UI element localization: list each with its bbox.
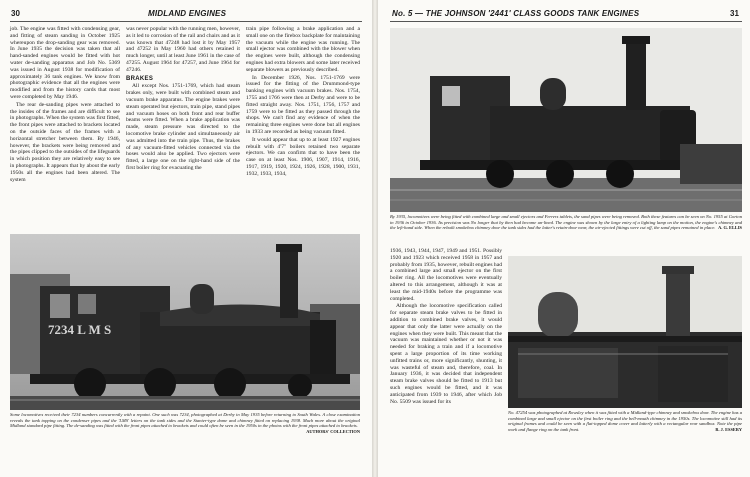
- caption-text: By 1935, locomotives were being fitted with combined large and small ejectors and Ferrers tablets, the sand pipes were being removed. Both these features can be seen on No. 1955 at Gorton in 1936 in October 1936. Its precision was No longer that by then had become un-lined. The engine was shown by the large entry of a lighting lamp on the motion, the engine's chimney and the left-hand side. When the rebuilt smokebox chimney door the tank sides had the latter's retain-door near, the air-ejected fittings were cut off, the sand pipes remained in place.: [390, 214, 742, 231]
- left-header-rule: [10, 21, 362, 22]
- paragraph: In December 1926, Nos. 1751-1769 were issued for the fitting of the Drummond-type banking engines with vacuum brakes. Nos. 1754, 1755 and 1766 were then at Derby and were to be fitted straight away. Nos. 1751, 1756, 1757 and 1759 were to be fitted as they passed through the shops. We can't find any evidence of when the remaining three engines were done but all engines in 1933 are recorded as being vacuum fitted.: [246, 74, 360, 135]
- left-text-column-1: [10, 26, 120, 184]
- right-bottom-photo-caption: [508, 410, 742, 432]
- photo-credit: AUTHORS' COLLECTION: [306, 428, 360, 434]
- cab-number-lettering: 7234 L M S: [48, 322, 112, 337]
- left-page-number: 30: [11, 9, 20, 18]
- paragraph: train pipe following a brake application and a small one on the firebox backplate for maintaining the vacuum while the engine was running. The small ejector was combined with the blower when the engines were built, although the condensing engines had extra blowers and some later received separate blowers as previously described.: [246, 26, 360, 73]
- right-text-column-1: [390, 248, 502, 406]
- caption-text: No. 47254 was photographed at Rowsley when it was fitted with a Midland-type chimney and smokebox door. The engine has a combined large and small ejector on the first boiler ring and the bell-mouth chimney in the 1950s. The locomotive still had its original frames and could be seen with a flat-topped dome cover and latterly with a rectangular rear sandbox. Note the pipe work and flange ring on the tank front.: [508, 410, 743, 432]
- paragraph: It would appear that up to at least 1927 engines rebuilt with 4'7" boilers retained two separate ejectors. We can confirm that to have been the case on at least Nos. 1906, 1907, 1914, 1916, 1917, 1919, 1920, 1924, 1926, 1928, 1900, 1931, 1932, 1933, 1934,: [246, 136, 360, 177]
- photo-credit: A. G. ELLIS: [718, 225, 742, 231]
- photo-credit: R. J. ESSERY: [715, 426, 742, 432]
- locomotive-photo-7234: [10, 234, 360, 410]
- paragraph: All except Nos. 1751-1769, which had steam brakes only, were built with combined steam and vacuum brake apparatus. The engine brakes were steam operated but ejectors, train pipe, stand pipes and vacuum hoses on both front and rear buffer beams were fitted. When a brake application was made, steam pressure was directed to the locomotive brake cylinder and simultaneously air was admitted into the train pipe. Thus, the brakes of any vacuum-fitted vehicles connected via the hoses would also be applied. Two ejectors were fitted, a large one on the right-hand side of the first boiler ring for evacuating the: [126, 83, 240, 171]
- paragraph: 1936, 1943, 1944, 1947, 1949 and 1951. Possibly 1920 and 1923 which received 1958 in 1957 and probably from 1935, however, rebuilt engines had a combined large and small ejector on the first boiler ring. All the locomotives were eventually altered to this arrangement, although it was at least the mid-1940s before the programme was completed.: [390, 248, 502, 302]
- locomotive-photo-1955: [390, 28, 742, 212]
- caption-text: Some locomotives received their 7234 numbers concurrently with a repaint. One such was 7234, photographed at Derby in May 1935 before returning to South Wales. A close examination reveals the tank topping on the condenser pipes and the 'LMS' letters on the tank sides and the Stanier-type dome and chimney fitted on replacing 1938. Much more about the original Midland standard pipe fitting. The de-sanding was fitted with the front pipes attached to brackets and could often be seen in the 1950s in the photos with the front pipes attached to brackets.: [10, 412, 360, 429]
- right-header-rule: [390, 21, 742, 22]
- paragraph: Although the locomotive specification called for separate steam brake valves to be fitted in addition to combined brake valves, it would appear that only the latter were actually on the engines when they were built. This meant that the vacuum was maintained whether or not it was needed for braking a train and if a locomotive spent a large proportion of its time working unfitted trains or, more significantly, shunting, it was wasteful of steam and, therefore, coal. In January 1936, it was decided that independent steam brake valves should be fitted to 1913 but such engines would be fitted, and it was anticipated from 1939 to 1946, after which Job No. 5509 was issued for its: [390, 303, 502, 405]
- left-text-column-3: [246, 26, 360, 179]
- left-page: [0, 0, 372, 477]
- section-heading-brakes: BRAKES: [126, 75, 154, 82]
- right-page-number: 31: [730, 9, 739, 18]
- locomotive-photo-47254: [508, 256, 742, 408]
- paragraph: job. The engine was fitted with condensing gear, and fitting of steam sanding in October 1925 whereupon the drop-sanding gear was removed. In June 1935 the decision was taken that all hand-sanded engines would be fitted with hot water de-sanding apparatus and Job No. 5369 was issued in August 1938 for modification of approximately 36 tank engines. We know from photographic evidence that all the engines were modified and from the history cards that most were completed by May 1946.: [10, 26, 120, 100]
- right-page: [378, 0, 750, 477]
- right-running-title: No. 5 — THE JOHNSON '2441' CLASS GOODS TANK ENGINES: [392, 9, 640, 18]
- left-photo-caption: [10, 412, 360, 434]
- paragraph: The rear de-sanding pipes were attached to the insides of the frames and are difficult to see in photographs. When the system was first fitted, the front pipes were attached to brackets located on the outside faces of the frames with a horizontal stretcher between them. By 1946, however, the brackets were being removed and the pipes clipped to the outsides of the lifeguards in which position they are relatively easy to see in photographs. It appears that by about the early 1950s all the engines had been altered. The system: [10, 101, 120, 183]
- right-top-photo-caption: [390, 214, 742, 231]
- paragraph: was never popular with the running men, however, as it led to corrosion of the rail and chairs and as it was known that 47248 had lost it by May 1957 and 47252 in May 1960 had others retained it much longer, until at least June 1961 in the case of 47255. August 1964 for 47257, and June 1964 for 47246.: [126, 26, 240, 73]
- left-running-title: MIDLAND ENGINES: [148, 9, 227, 18]
- left-text-column-2: [126, 26, 240, 173]
